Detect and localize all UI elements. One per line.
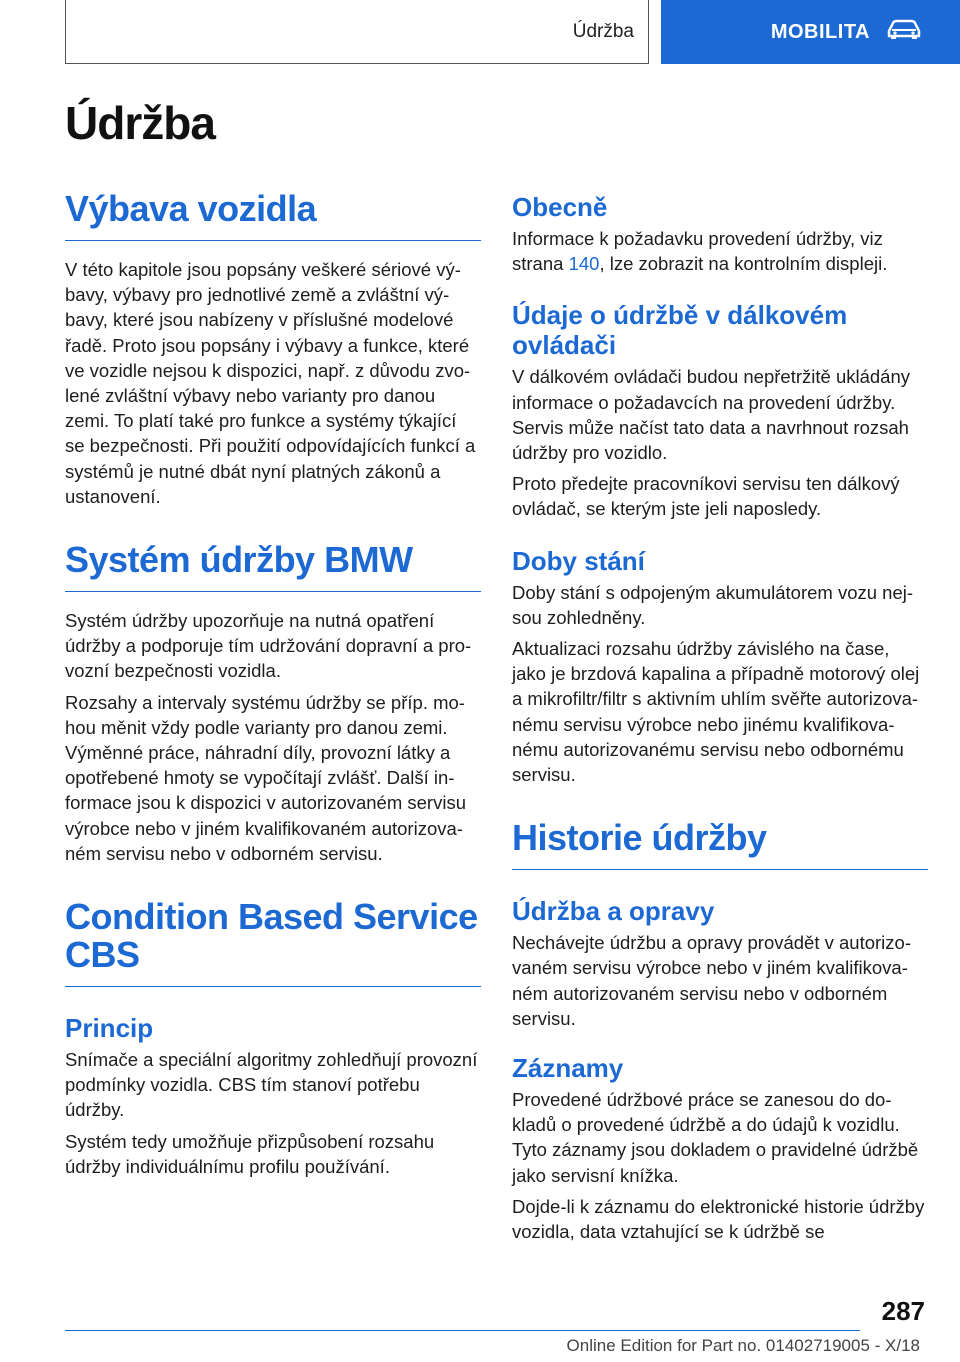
subsection-title-udaje: Údaje o údržbě v dálkovém ovládači xyxy=(512,300,848,361)
paragraph: Snímače a speciální algoritmy zohledňují provozní podmínky vozidla. CBS tím stanoví potřebu údržby. xyxy=(65,1049,478,1121)
paragraph: Nechávejte údržbu a opravy provádět v autorizovaném servisu výrobce nebo v jiném kvalifikovaném autorizovaném servisu nebo v odborném servisu. xyxy=(512,932,912,1029)
paragraph: Systém údržby upozorňuje na nutná opatření údržby a podporuje tím udržování dopravní a provozní bezpečnosti vozidla. xyxy=(65,610,472,682)
paragraph: V této kapitole jsou popsány veškeré sériové výbavy, výbavy pro jednotlivé země a zvláštní výbavy, které jsou nabízeny v příslušné modelové řadě. Proto jsou popsány i výbavy a funkce, které ve vozidle nejsou k dispozici, např. z důvodu zvolené zvláštní výbavy nebo varianty pro danou zemi. To platí také pro funkce a systémy týkající se bezpečnosti. Při použití odpovídajících funkcí a systémů je nutné dbát nyní platných zákonů a ustanovení. xyxy=(65,259,476,507)
car-icon xyxy=(886,18,922,46)
section-title-vybava: Výbava vozidla xyxy=(65,180,481,241)
paragraph: V dálkovém ovládači budou nepřetržitě ukládány informace o požadavcích na provedení údržby. Servis může načíst tato data a navrhnout rozsah údržby pro vozidlo. xyxy=(512,366,910,464)
page-title: Údržba xyxy=(65,97,215,149)
paragraph: Doby stání s odpojeným akumulátorem vozu nejsou zohledněny. xyxy=(512,581,914,628)
left-column xyxy=(65,180,481,1179)
page-link[interactable]: 140 xyxy=(568,253,600,275)
footer-divider xyxy=(65,1330,860,1331)
subsection-title-princip: Princip xyxy=(65,1013,154,1044)
paragraph: Rozsahy a intervaly systému údržby se příp. mohou měnit vždy podle varianty pro danou zemi. Výměnné práce, náhradní díly, provozní látky a opotřebené hmoty se vypočítají zvlášť. Další informace jsou k dispozici v autorizovaném servisu výrobce nebo v jiném kvalifikovaném autorizovaném servisu nebo v odborném servisu. xyxy=(65,691,466,864)
header-section xyxy=(65,0,649,64)
paragraph: Provedené údržbové práce se zanesou do dokladů o provedené údržbě a do údajů k vozidlu. Tyto záznamy jsou dokladem o pravidelné údržbě jako servisní knížka. xyxy=(512,1089,919,1186)
section-title-cbs: Condition Based Service CBS xyxy=(65,888,481,987)
section-title-historie: Historie údržby xyxy=(512,809,928,870)
paragraph: Dojde-li k záznamu do elektronické historie údržby vozidla, data vztahující se k údržbě se xyxy=(512,1195,925,1243)
footer-edition: Online Edition for Part no. 01402719005 - X/18 xyxy=(566,1336,920,1355)
paragraph: Proto předejte pracovníkovi servisu ten dálkový ovládač, se kterým jste jeli naposledy. xyxy=(512,473,900,520)
header-chapter[interactable] xyxy=(661,0,960,64)
header-section-label: Údržba xyxy=(572,20,634,42)
paragraph: Informace k požadavku provedení údržby, viz strana 140, lze zobrazit na kontrolním displeji. xyxy=(512,228,888,275)
subsection-title-udrzba-opravy: Údržba a opravy xyxy=(512,896,715,927)
right-column xyxy=(512,192,928,1244)
header-chapter-label: MOBILITA xyxy=(770,20,870,43)
subsection-title-zaznamy: Záznamy xyxy=(512,1053,624,1084)
subsection-title-obecne: Obecně xyxy=(512,192,608,222)
subsection-title-doby-stani: Doby stání xyxy=(512,545,645,576)
page-number: 287 xyxy=(881,1296,925,1326)
paragraph: Systém tedy umožňuje přizpůsobení rozsahu údržby individuálnímu profilu používání. xyxy=(65,1130,435,1177)
section-title-system-udrzby: Systém údržby BMW xyxy=(65,531,481,592)
paragraph: Aktualizaci rozsahu údržby závislého na čase, jako je brzdová kapalina a případně motorový olej a mikrofiltr/filtr s aktivním uhlím svěřte autorizovanému servisu výrobce nebo jinému kvalifikovanému autorizovanému servisu nebo odbornému servisu. xyxy=(512,638,920,786)
